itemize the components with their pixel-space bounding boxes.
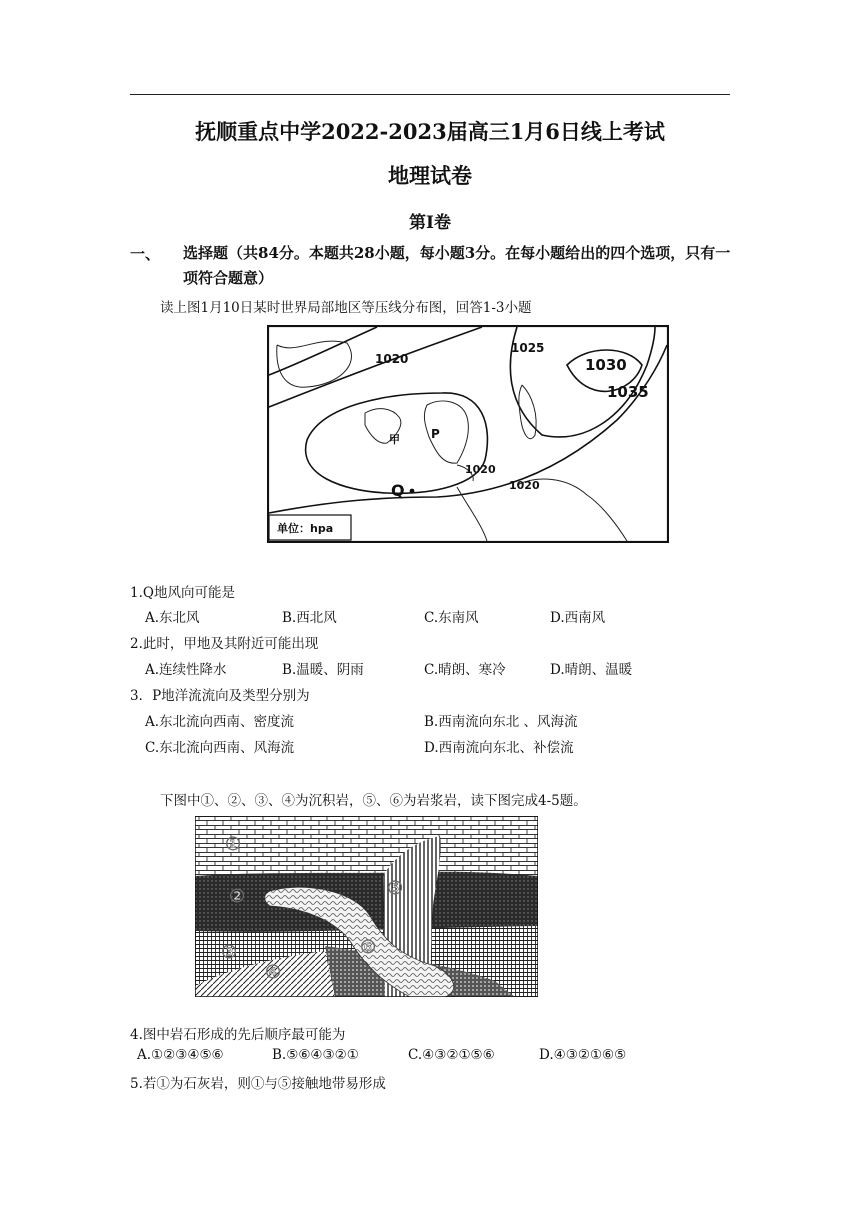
isobar-label-1020b: 1020 xyxy=(465,463,496,476)
q4-option-b: B.⑤⑥④③②① xyxy=(272,1047,359,1063)
isobar-label-1025: 1025 xyxy=(511,341,545,355)
volume-title: 第Ⅰ卷 xyxy=(409,213,451,233)
isobar-label-1030: 1030 xyxy=(585,356,627,374)
unit-label: 单位：hpa xyxy=(277,522,334,535)
q2-option-d: D.晴朗、温暖 xyxy=(550,662,633,678)
subject-title: 地理试卷 xyxy=(388,163,472,188)
q4-option-c: C.④③②①⑤⑥ xyxy=(408,1047,495,1063)
q-point xyxy=(410,489,415,494)
isobar-label-1020c: 1020 xyxy=(509,479,540,492)
label-r1: ① xyxy=(225,834,242,855)
label-q: Q xyxy=(391,481,405,500)
isobar-map xyxy=(267,325,669,543)
label-r5: ⑤ xyxy=(387,878,404,899)
label-r2: ② xyxy=(229,886,246,907)
q2-option-a: A.连续性降水 xyxy=(145,662,227,678)
q2-option-b: B.温暖、阴雨 xyxy=(282,662,364,678)
section-number: 一、 xyxy=(130,245,161,263)
q3-option-c: C.东北流向西南、风海流 xyxy=(145,740,295,756)
q1-option-b: B.西北风 xyxy=(282,610,337,626)
intro-map: 读上图1月10日某时世界局部地区等压线分布图，回答1-3小题 xyxy=(160,300,532,316)
rock-strata-diagram xyxy=(195,816,538,997)
label-p: P xyxy=(431,427,440,441)
label-r4: ④ xyxy=(265,962,282,983)
label-r6: ⑥ xyxy=(360,937,377,958)
isobar-label-1035: 1035 xyxy=(607,383,649,401)
label-r3: ③ xyxy=(221,942,238,963)
header-rule xyxy=(130,94,730,95)
exam-title: 抚顺重点中学2022-2023届高三1月6日线上考试 xyxy=(195,119,665,144)
label-jia: 甲 xyxy=(389,433,400,446)
q4-option-a: A.①②③④⑤⑥ xyxy=(137,1047,224,1063)
question-2-stem: 2.此时，甲地及其附近可能出现 xyxy=(130,636,319,652)
q3-option-d: D.西南流向东北、补偿流 xyxy=(424,740,574,756)
q1-option-c: C.东南风 xyxy=(424,610,479,626)
q3-option-a: A.东北流向西南、密度流 xyxy=(145,714,295,730)
question-3-stem: 3．P地洋流流向及类型分别为 xyxy=(130,688,310,704)
q2-option-c: C.晴朗、寒冷 xyxy=(424,662,506,678)
q1-option-d: D.西南风 xyxy=(550,610,606,626)
q4-option-d: D.④③②①⑥⑤ xyxy=(539,1047,627,1063)
question-5-stem: 5.若①为石灰岩，则①与⑤接触地带易形成 xyxy=(130,1076,386,1092)
question-4-stem: 4.图中岩石形成的先后顺序最可能为 xyxy=(130,1027,346,1043)
section-instructions: 选择题（共84分。本题共28小题，每小题3分。在每小题给出的四个选项，只有一项符合题意） xyxy=(183,244,731,287)
question-1-stem: 1.Q地风向可能是 xyxy=(130,585,235,601)
intro-rock: 下图中①、②、③、④为沉积岩，⑤、⑥为岩浆岩，读下图完成4-5题。 xyxy=(160,793,587,809)
isobar-label-1020: 1020 xyxy=(375,352,409,366)
q3-option-b: B.西南流向东北 、风海流 xyxy=(424,714,578,730)
q1-option-a: A.东北风 xyxy=(145,610,200,626)
